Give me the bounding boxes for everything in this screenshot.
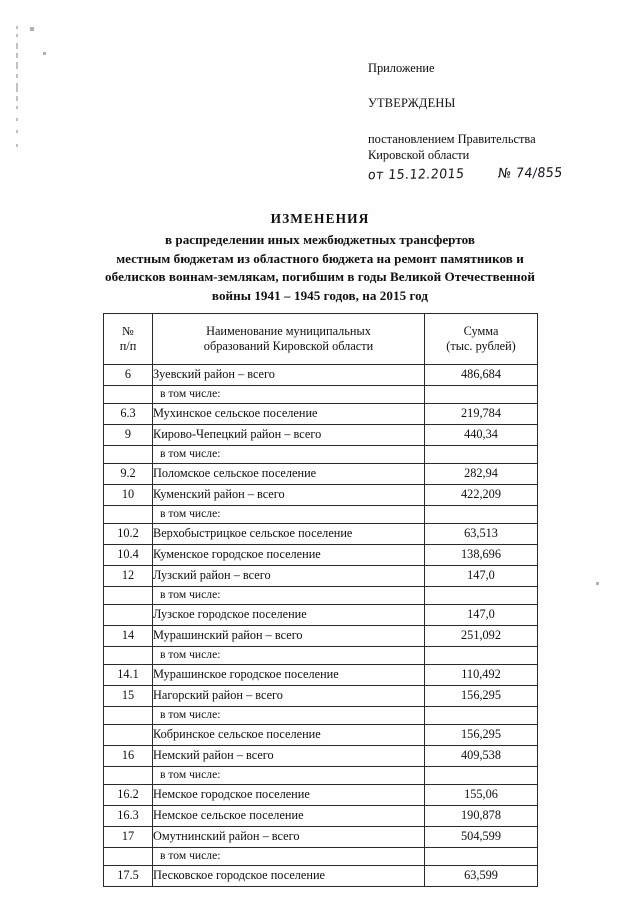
scan-speck [30, 27, 34, 31]
table-row [104, 686, 538, 707]
column-header-sum [425, 314, 538, 365]
row-name-cell: Лузское городское поселение [153, 605, 425, 626]
table-row [104, 707, 538, 725]
handwritten-date-number [368, 163, 618, 183]
column-header-number [104, 314, 153, 365]
row-sum-cell [425, 386, 538, 404]
row-sum-cell: 422,209 [425, 485, 538, 506]
row-sum-cell: 219,784 [425, 404, 538, 425]
row-number-cell [104, 587, 153, 605]
table-row [104, 485, 538, 506]
row-sum-cell: 156,295 [425, 686, 538, 707]
row-number-cell [104, 647, 153, 665]
table-row [104, 725, 538, 746]
column-header-sum-line2: (тыс. рублей) [446, 339, 516, 353]
row-name-cell: Зуевский район – всего [153, 365, 425, 386]
row-name-cell: Куменское городское поселение [153, 545, 425, 566]
row-number-cell: 17.5 [104, 866, 153, 887]
table-body [104, 365, 538, 887]
row-name-cell: Мухинское сельское поселение [153, 404, 425, 425]
table-row [104, 506, 538, 524]
row-subheading-cell: в том числе: [153, 767, 425, 785]
row-subheading-cell: в том числе: [153, 647, 425, 665]
row-sum-cell: 156,295 [425, 725, 538, 746]
row-sum-cell [425, 587, 538, 605]
table-row [104, 524, 538, 545]
table-row [104, 587, 538, 605]
column-header-number-line2: п/п [119, 339, 137, 353]
row-number-cell [104, 446, 153, 464]
row-name-cell: Кобринское сельское поселение [153, 725, 425, 746]
page-title: ИЗМЕНЕНИЯ [270, 211, 370, 226]
column-header-name-line2: образований Кировской области [203, 339, 374, 353]
row-sum-cell: 190,878 [425, 806, 538, 827]
row-subheading-cell: в том числе: [153, 707, 425, 725]
row-number-cell: 16.2 [104, 785, 153, 806]
row-name-cell: Куменский район – всего [153, 485, 425, 506]
row-number-cell [104, 605, 153, 626]
row-sum-cell: 63,513 [425, 524, 538, 545]
row-subheading-cell: в том числе: [153, 446, 425, 464]
row-subheading-cell: в том числе: [153, 848, 425, 866]
row-number-cell [104, 707, 153, 725]
row-number-cell: 12 [104, 566, 153, 587]
column-header-sum-line1: Сумма [463, 323, 499, 338]
row-name-cell: Поломское сельское поселение [153, 464, 425, 485]
row-subheading-cell: в том числе: [153, 506, 425, 524]
row-sum-cell [425, 446, 538, 464]
table-row [104, 827, 538, 848]
row-sum-cell [425, 848, 538, 866]
row-name-cell: Лузский район – всего [153, 566, 425, 587]
column-header-number-line1: № [122, 323, 134, 338]
row-sum-cell [425, 767, 538, 785]
row-number-cell [104, 386, 153, 404]
title-line-3: обелисков воинам-землякам, погибшим в годы Великой Отечественной [105, 269, 535, 285]
table-row [104, 806, 538, 827]
header-prilozhenie: Приложение [368, 61, 435, 75]
table-row [104, 848, 538, 866]
row-sum-cell: 440,34 [425, 425, 538, 446]
row-name-cell: Омутнинский район – всего [153, 827, 425, 848]
row-sum-cell: 63,599 [425, 866, 538, 887]
row-name-cell: Верхобыстрицкое сельское поселение [153, 524, 425, 545]
row-name-cell: Песковское городское поселение [153, 866, 425, 887]
table-row [104, 647, 538, 665]
handwritten-date: от 15.12.2015 [367, 164, 466, 182]
row-sum-cell: 147,0 [425, 566, 538, 587]
table-row [104, 365, 538, 386]
row-sum-cell [425, 707, 538, 725]
title-line-4: войны 1941 – 1945 годов, на 2015 год [211, 287, 429, 303]
row-name-cell: Мурашинское городское поселение [153, 665, 425, 686]
row-sum-cell: 409,538 [425, 746, 538, 767]
distribution-table [103, 313, 538, 887]
table-header-row [104, 314, 538, 365]
row-name-cell: Нагорский район – всего [153, 686, 425, 707]
table-row [104, 446, 538, 464]
row-sum-cell: 147,0 [425, 605, 538, 626]
row-sum-cell: 155,06 [425, 785, 538, 806]
table-row [104, 785, 538, 806]
column-header-name [153, 314, 425, 365]
row-name-cell: Мурашинский район – всего [153, 626, 425, 647]
row-sum-cell: 138,696 [425, 545, 538, 566]
row-name-cell: Кирово-Чепецкий район – всего [153, 425, 425, 446]
row-number-cell: 9.2 [104, 464, 153, 485]
row-number-cell: 16.3 [104, 806, 153, 827]
row-subheading-cell: в том числе: [153, 386, 425, 404]
row-number-cell: 14.1 [104, 665, 153, 686]
distribution-table-wrapper [103, 313, 537, 887]
row-sum-cell: 504,599 [425, 827, 538, 848]
row-sum-cell [425, 647, 538, 665]
row-name-cell: Немское сельское поселение [153, 806, 425, 827]
table-row [104, 866, 538, 887]
row-number-cell: 16 [104, 746, 153, 767]
document-title-block [0, 209, 640, 305]
header-postanovlenie: постановлением Правительства [368, 131, 536, 146]
row-number-cell: 6 [104, 365, 153, 386]
row-number-cell: 10.4 [104, 545, 153, 566]
row-sum-cell: 251,092 [425, 626, 538, 647]
scan-speck [596, 582, 599, 585]
header-utverzhdeny: УТВЕРЖДЕНЫ [368, 96, 456, 111]
table-row [104, 626, 538, 647]
row-number-cell: 15 [104, 686, 153, 707]
table-row [104, 425, 538, 446]
row-name-cell: Немское городское поселение [153, 785, 425, 806]
row-number-cell: 10 [104, 485, 153, 506]
row-sum-cell: 282,94 [425, 464, 538, 485]
title-line-1: в распределении иных межбюджетных трансфертов [164, 232, 476, 248]
scan-artifact-left-edge [14, 26, 26, 146]
header-region: Кировской области [368, 148, 470, 163]
row-number-cell [104, 506, 153, 524]
table-row [104, 404, 538, 425]
row-sum-cell [425, 506, 538, 524]
row-number-cell [104, 767, 153, 785]
row-number-cell: 6.3 [104, 404, 153, 425]
title-line-2: местным бюджетам из областного бюджета на ремонт памятников и [116, 250, 524, 266]
row-sum-cell: 486,684 [425, 365, 538, 386]
row-number-cell: 10.2 [104, 524, 153, 545]
row-name-cell: Немский район – всего [153, 746, 425, 767]
row-number-cell: 17 [104, 827, 153, 848]
table-row [104, 464, 538, 485]
row-number-cell [104, 848, 153, 866]
table-row [104, 767, 538, 785]
table-row [104, 665, 538, 686]
scan-speck [43, 52, 46, 55]
table-header [104, 314, 538, 365]
approval-header [368, 60, 618, 183]
table-row [104, 605, 538, 626]
table-row [104, 566, 538, 587]
table-row [104, 386, 538, 404]
row-sum-cell: 110,492 [425, 665, 538, 686]
handwritten-number: № 74/855 [497, 163, 564, 181]
row-subheading-cell: в том числе: [153, 587, 425, 605]
row-number-cell: 14 [104, 626, 153, 647]
table-row [104, 746, 538, 767]
row-number-cell: 9 [104, 425, 153, 446]
row-number-cell [104, 725, 153, 746]
column-header-name-line1: Наименование муниципальных [206, 323, 371, 338]
table-row [104, 545, 538, 566]
